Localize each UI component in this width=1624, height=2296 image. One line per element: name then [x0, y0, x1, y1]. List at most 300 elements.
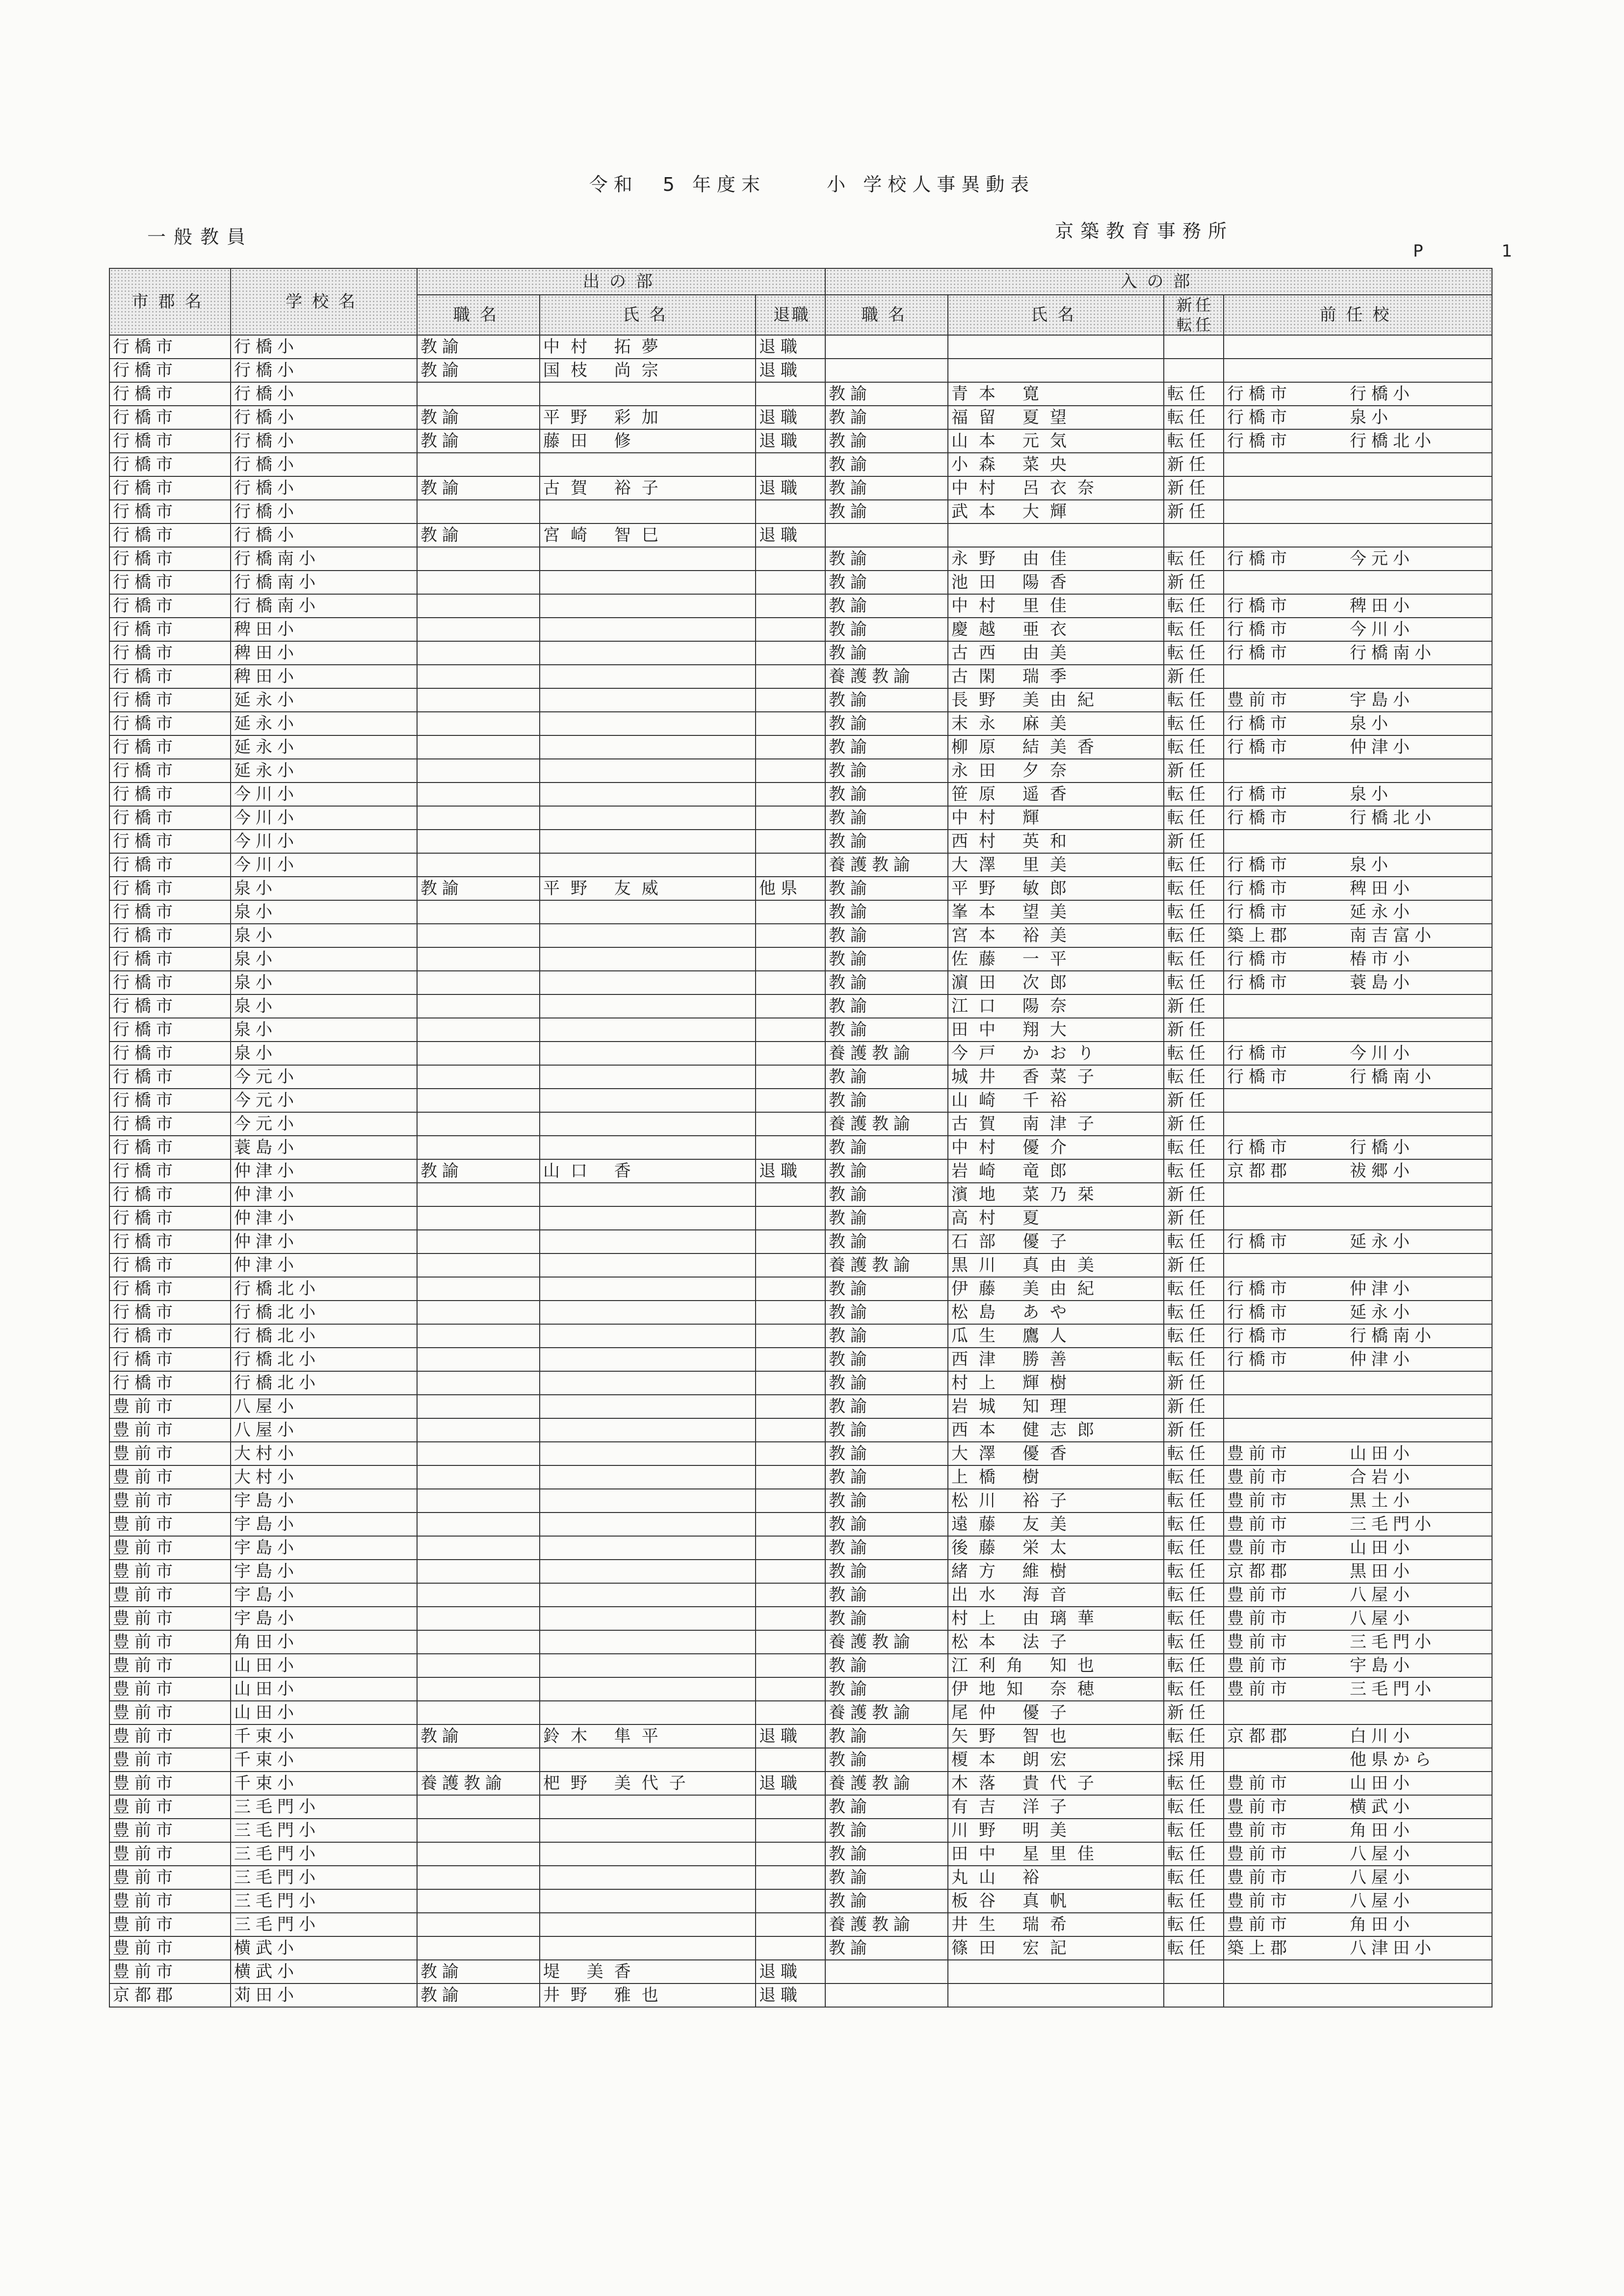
out-name-cell — [540, 712, 756, 735]
prev-district: 豊前市 — [1227, 1774, 1292, 1793]
table-row — [109, 665, 1492, 688]
in-post-cell: 養護教諭 — [825, 1112, 948, 1136]
prev-district: 築上郡 — [1227, 1938, 1292, 1958]
school-cell: 宇島小 — [231, 1513, 417, 1536]
prev-school-cell — [1224, 1654, 1492, 1677]
table-row — [109, 523, 1492, 547]
out-status-cell: 退職 — [756, 476, 825, 500]
in-post-cell: 教諭 — [825, 1442, 948, 1465]
prev-school: 角田小 — [1350, 1821, 1415, 1840]
in-type-cell: 新任 — [1164, 1418, 1224, 1442]
prev-school-cell — [1224, 1748, 1492, 1772]
prev-school-cell — [1224, 1230, 1492, 1253]
in-type-cell: 転任 — [1164, 1277, 1224, 1301]
in-type-cell: 転任 — [1164, 1607, 1224, 1630]
in-post-cell: 教諭 — [825, 406, 948, 429]
prev-school-cell — [1224, 641, 1492, 665]
out-name-cell: 鈴木 隼平 — [540, 1724, 756, 1748]
prev-school: 山田小 — [1350, 1538, 1415, 1558]
out-status-cell — [756, 1089, 825, 1112]
school-cell: 稗田小 — [231, 641, 417, 665]
out-status-cell — [756, 618, 825, 641]
table-row — [109, 1159, 1492, 1183]
out-name-cell: 平野 友威 — [540, 877, 756, 900]
school-cell: 泉小 — [231, 877, 417, 900]
table-header — [109, 268, 1492, 335]
header-out-retire: 退職 — [756, 295, 825, 335]
table-row — [109, 1489, 1492, 1513]
school-cell: 泉小 — [231, 900, 417, 924]
out-post-cell — [417, 594, 540, 618]
in-type-cell: 新任 — [1164, 476, 1224, 500]
in-type-cell — [1164, 1983, 1224, 2007]
prev-school-cell — [1224, 500, 1492, 523]
in-post-cell: 教諭 — [825, 1889, 948, 1913]
prev-school: 合岩小 — [1350, 1467, 1415, 1487]
prev-district: 行橋市 — [1227, 596, 1292, 616]
out-status-cell: 退職 — [756, 429, 825, 453]
in-post-cell: 教諭 — [825, 712, 948, 735]
out-post-cell — [417, 618, 540, 641]
district-cell: 豊前市 — [109, 1960, 231, 1983]
in-type-cell: 転任 — [1164, 1654, 1224, 1677]
district-cell: 京都郡 — [109, 1983, 231, 2007]
in-type-cell: 転任 — [1164, 1560, 1224, 1583]
prev-school: 他県から — [1350, 1750, 1437, 1770]
out-status-cell — [756, 1866, 825, 1889]
school-cell: 今元小 — [231, 1089, 417, 1112]
school-cell: 大村小 — [231, 1442, 417, 1465]
prev-district: 京都郡 — [1227, 1161, 1292, 1181]
out-name-cell — [540, 759, 756, 783]
out-post-cell — [417, 547, 540, 571]
prev-district: 豊前市 — [1227, 1821, 1292, 1840]
out-post-cell: 教諭 — [417, 1983, 540, 2007]
table-row — [109, 759, 1492, 783]
out-name-cell — [540, 1277, 756, 1301]
prev-school: 南吉富小 — [1350, 926, 1437, 945]
out-status-cell: 退職 — [756, 335, 825, 359]
in-post-cell: 教諭 — [825, 783, 948, 806]
in-type-cell: 新任 — [1164, 759, 1224, 783]
prev-school-cell — [1224, 1489, 1492, 1513]
in-type-cell: 転任 — [1164, 406, 1224, 429]
district-cell: 行橋市 — [109, 1324, 231, 1348]
table-row — [109, 1560, 1492, 1583]
table-row — [109, 1630, 1492, 1654]
out-name-cell — [540, 1206, 756, 1230]
in-type-cell: 転任 — [1164, 382, 1224, 406]
out-post-cell — [417, 1936, 540, 1960]
in-post-cell: 教諭 — [825, 1866, 948, 1889]
prev-district: 行橋市 — [1227, 643, 1292, 663]
in-post-cell — [825, 523, 948, 547]
prev-school: 祓郷小 — [1350, 1161, 1415, 1181]
table-row — [109, 735, 1492, 759]
school-cell: 千束小 — [231, 1772, 417, 1795]
prev-school: 山田小 — [1350, 1774, 1415, 1793]
school-cell: 宇島小 — [231, 1560, 417, 1583]
in-post-cell: 教諭 — [825, 1089, 948, 1112]
district-cell: 行橋市 — [109, 1371, 231, 1395]
out-name-cell — [540, 1889, 756, 1913]
district-cell: 行橋市 — [109, 571, 231, 594]
out-status-cell — [756, 712, 825, 735]
district-cell: 行橋市 — [109, 994, 231, 1018]
out-post-cell: 教諭 — [417, 406, 540, 429]
school-cell: 行橋小 — [231, 429, 417, 453]
prev-school-cell — [1224, 1607, 1492, 1630]
prev-school-cell — [1224, 947, 1492, 971]
out-post-cell: 教諭 — [417, 523, 540, 547]
in-type-cell: 転任 — [1164, 900, 1224, 924]
school-cell: 泉小 — [231, 1042, 417, 1065]
in-name-cell: 緒方 維樹 — [948, 1560, 1164, 1583]
school-cell: 宇島小 — [231, 1607, 417, 1630]
district-cell: 豊前市 — [109, 1724, 231, 1748]
prev-school: 八屋小 — [1350, 1609, 1415, 1628]
table-row — [109, 571, 1492, 594]
prev-school: 延永小 — [1350, 902, 1415, 922]
in-name-cell: 川野 明美 — [948, 1819, 1164, 1842]
prev-school: 泉小 — [1350, 408, 1393, 427]
table-row — [109, 830, 1492, 853]
out-status-cell — [756, 1630, 825, 1654]
school-cell: 行橋小 — [231, 476, 417, 500]
prev-school-cell — [1224, 335, 1492, 359]
in-type-cell: 新任 — [1164, 500, 1224, 523]
in-name-cell: 江口 陽奈 — [948, 994, 1164, 1018]
in-post-cell: 教諭 — [825, 1489, 948, 1513]
out-post-cell — [417, 783, 540, 806]
out-status-cell: 退職 — [756, 1960, 825, 1983]
in-post-cell: 教諭 — [825, 1418, 948, 1442]
table-row — [109, 924, 1492, 947]
in-post-cell: 教諭 — [825, 900, 948, 924]
district-cell: 行橋市 — [109, 453, 231, 476]
prev-school-cell — [1224, 406, 1492, 429]
out-status-cell — [756, 1536, 825, 1560]
in-post-cell: 教諭 — [825, 1371, 948, 1395]
out-status-cell — [756, 783, 825, 806]
in-name-cell — [948, 1960, 1164, 1983]
in-type-cell: 転任 — [1164, 1489, 1224, 1513]
out-post-cell — [417, 382, 540, 406]
out-post-cell — [417, 1654, 540, 1677]
out-status-cell: 退職 — [756, 1772, 825, 1795]
in-type-cell: 転任 — [1164, 1913, 1224, 1936]
prev-school: 三毛門小 — [1350, 1679, 1437, 1699]
out-name-cell — [540, 1371, 756, 1395]
prev-school: 延永小 — [1350, 1303, 1415, 1322]
in-post-cell: 教諭 — [825, 1136, 948, 1159]
out-post-cell — [417, 853, 540, 877]
out-post-cell — [417, 830, 540, 853]
district-cell: 豊前市 — [109, 1654, 231, 1677]
out-name-cell — [540, 1183, 756, 1206]
out-status-cell — [756, 382, 825, 406]
in-post-cell: 教諭 — [825, 571, 948, 594]
out-status-cell — [756, 1277, 825, 1301]
prev-district: 行橋市 — [1227, 620, 1292, 639]
school-cell: 横武小 — [231, 1960, 417, 1983]
page-number-value: 1 — [1501, 241, 1518, 261]
in-name-cell: 柳原 結美香 — [948, 735, 1164, 759]
district-cell: 豊前市 — [109, 1772, 231, 1795]
school-cell: 角田小 — [231, 1630, 417, 1654]
district-cell: 豊前市 — [109, 1866, 231, 1889]
office-name: 京築教育事務所 — [1055, 220, 1234, 242]
in-post-cell: 教諭 — [825, 1819, 948, 1842]
school-cell: 行橋北小 — [231, 1277, 417, 1301]
district-cell: 豊前市 — [109, 1418, 231, 1442]
out-post-cell — [417, 1253, 540, 1277]
out-name-cell — [540, 594, 756, 618]
out-post-cell — [417, 1183, 540, 1206]
in-type-cell: 転任 — [1164, 1230, 1224, 1253]
out-status-cell — [756, 1748, 825, 1772]
district-cell: 行橋市 — [109, 1277, 231, 1301]
district-cell: 行橋市 — [109, 688, 231, 712]
school-cell: 行橋北小 — [231, 1301, 417, 1324]
out-name-cell — [540, 1065, 756, 1089]
out-name-cell: 古賀 裕子 — [540, 476, 756, 500]
table-row — [109, 1748, 1492, 1772]
prev-school: 白川小 — [1350, 1726, 1415, 1746]
prev-school-cell — [1224, 1513, 1492, 1536]
school-cell: 蓑島小 — [231, 1136, 417, 1159]
header-out-name: 氏名 — [540, 295, 756, 335]
out-post-cell — [417, 1301, 540, 1324]
in-type-cell: 転任 — [1164, 1795, 1224, 1819]
in-type-cell: 転任 — [1164, 947, 1224, 971]
prev-district: 行橋市 — [1227, 431, 1292, 451]
table-row — [109, 1842, 1492, 1866]
prev-school-cell — [1224, 1677, 1492, 1701]
prev-district: 豊前市 — [1227, 1915, 1292, 1934]
out-status-cell — [756, 500, 825, 523]
out-name-cell — [540, 1654, 756, 1677]
prev-district: 豊前市 — [1227, 1891, 1292, 1911]
prev-district: 行橋市 — [1227, 1303, 1292, 1322]
out-status-cell — [756, 1230, 825, 1253]
in-name-cell: 中村 輝 — [948, 806, 1164, 830]
table-row — [109, 1677, 1492, 1701]
out-status-cell: 退職 — [756, 406, 825, 429]
out-name-cell — [540, 547, 756, 571]
out-name-cell — [540, 1513, 756, 1536]
school-cell: 今川小 — [231, 853, 417, 877]
out-post-cell — [417, 641, 540, 665]
in-type-cell: 転任 — [1164, 853, 1224, 877]
out-status-cell — [756, 1677, 825, 1701]
in-type-cell: 新任 — [1164, 1253, 1224, 1277]
in-name-cell: 古西 由美 — [948, 641, 1164, 665]
out-name-cell — [540, 1560, 756, 1583]
out-name-cell — [540, 1018, 756, 1042]
prev-school-cell — [1224, 429, 1492, 453]
out-name-cell — [540, 735, 756, 759]
prev-school: 行橋北小 — [1350, 431, 1437, 451]
district-cell: 行橋市 — [109, 547, 231, 571]
school-cell: 千束小 — [231, 1724, 417, 1748]
in-type-cell: 転任 — [1164, 971, 1224, 994]
in-name-cell: 丸山 裕 — [948, 1866, 1164, 1889]
district-cell: 行橋市 — [109, 406, 231, 429]
prev-school-cell — [1224, 453, 1492, 476]
in-type-cell: 転任 — [1164, 594, 1224, 618]
prev-school: 仲津小 — [1350, 1350, 1415, 1369]
out-name-cell — [540, 1324, 756, 1348]
district-cell: 豊前市 — [109, 1607, 231, 1630]
out-post-cell — [417, 1889, 540, 1913]
out-name-cell — [540, 994, 756, 1018]
out-status-cell — [756, 1795, 825, 1819]
in-name-cell: 濱地 菜乃栞 — [948, 1183, 1164, 1206]
out-status-cell — [756, 1560, 825, 1583]
in-post-cell: 教諭 — [825, 1936, 948, 1960]
in-type-cell: 新任 — [1164, 571, 1224, 594]
in-post-cell: 教諭 — [825, 759, 948, 783]
prev-school-cell — [1224, 1583, 1492, 1607]
district-cell: 豊前市 — [109, 1630, 231, 1654]
district-cell: 行橋市 — [109, 1065, 231, 1089]
out-post-cell — [417, 1418, 540, 1442]
prev-district: 豊前市 — [1227, 1632, 1292, 1652]
prev-district: 豊前市 — [1227, 1797, 1292, 1817]
in-post-cell: 養護教諭 — [825, 665, 948, 688]
out-name-cell — [540, 1677, 756, 1701]
out-name-cell — [540, 924, 756, 947]
district-cell: 行橋市 — [109, 618, 231, 641]
in-name-cell: 青本 寛 — [948, 382, 1164, 406]
prev-school-cell — [1224, 1136, 1492, 1159]
prev-school: 行橋南小 — [1350, 1326, 1437, 1346]
school-cell: 横武小 — [231, 1936, 417, 1960]
in-post-cell: 教諭 — [825, 1301, 948, 1324]
out-status-cell — [756, 1206, 825, 1230]
in-name-cell: 板谷 真帆 — [948, 1889, 1164, 1913]
prev-school-cell — [1224, 1701, 1492, 1724]
out-name-cell — [540, 1936, 756, 1960]
school-cell: 行橋南小 — [231, 547, 417, 571]
in-name-cell: 中村 呂衣奈 — [948, 476, 1164, 500]
out-post-cell — [417, 1277, 540, 1301]
table-row — [109, 1301, 1492, 1324]
out-name-cell — [540, 1866, 756, 1889]
prev-district: 行橋市 — [1227, 902, 1292, 922]
in-name-cell: 大澤 優香 — [948, 1442, 1164, 1465]
school-cell: 大村小 — [231, 1465, 417, 1489]
prev-school-cell — [1224, 382, 1492, 406]
prev-school: 八屋小 — [1350, 1891, 1415, 1911]
in-name-cell: 佐藤 一平 — [948, 947, 1164, 971]
in-name-cell: 武本 大輝 — [948, 500, 1164, 523]
out-post-cell: 教諭 — [417, 476, 540, 500]
out-status-cell — [756, 1418, 825, 1442]
in-name-cell — [948, 335, 1164, 359]
prev-district: 京都郡 — [1227, 1562, 1292, 1581]
prev-school: 稗田小 — [1350, 879, 1415, 898]
out-name-cell — [540, 618, 756, 641]
header-district: 市郡名 — [109, 268, 231, 335]
school-cell: 今川小 — [231, 806, 417, 830]
prev-school-cell — [1224, 1983, 1492, 2007]
table-row — [109, 1136, 1492, 1159]
out-name-cell — [540, 1748, 756, 1772]
district-cell: 行橋市 — [109, 500, 231, 523]
district-cell: 豊前市 — [109, 1560, 231, 1583]
prev-district: 行橋市 — [1227, 808, 1292, 828]
out-status-cell: 他県 — [756, 877, 825, 900]
out-name-cell: 中村 拓夢 — [540, 335, 756, 359]
in-type-cell: 転任 — [1164, 1936, 1224, 1960]
in-post-cell: 養護教諭 — [825, 1253, 948, 1277]
prev-school: 泉小 — [1350, 784, 1393, 804]
out-status-cell: 退職 — [756, 1724, 825, 1748]
district-cell: 行橋市 — [109, 1136, 231, 1159]
in-post-cell — [825, 359, 948, 382]
out-post-cell — [417, 712, 540, 735]
prev-school-cell — [1224, 994, 1492, 1018]
prev-school-cell — [1224, 1018, 1492, 1042]
prev-school-cell — [1224, 359, 1492, 382]
out-status-cell: 退職 — [756, 1159, 825, 1183]
in-name-cell: 岩崎 竜郎 — [948, 1159, 1164, 1183]
in-type-cell: 新任 — [1164, 830, 1224, 853]
table-row — [109, 1277, 1492, 1301]
header-out-section: 出の部 — [417, 268, 825, 295]
in-post-cell — [825, 335, 948, 359]
prev-school-cell — [1224, 688, 1492, 712]
in-post-cell: 教諭 — [825, 1348, 948, 1371]
in-type-cell: 転任 — [1164, 1065, 1224, 1089]
in-post-cell: 教諭 — [825, 1324, 948, 1348]
in-type-cell: 採用 — [1164, 1748, 1224, 1772]
in-post-cell: 教諭 — [825, 547, 948, 571]
page-number — [1413, 241, 1517, 261]
district-cell: 行橋市 — [109, 335, 231, 359]
in-name-cell: 永田 夕奈 — [948, 759, 1164, 783]
page-label: P — [1413, 241, 1428, 261]
prev-school: 仲津小 — [1350, 737, 1415, 757]
in-name-cell: 西本 健志郎 — [948, 1418, 1164, 1442]
in-type-cell: 転任 — [1164, 783, 1224, 806]
in-name-cell: 古閑 瑞季 — [948, 665, 1164, 688]
out-status-cell — [756, 1018, 825, 1042]
in-type-cell: 転任 — [1164, 688, 1224, 712]
out-name-cell — [540, 1301, 756, 1324]
prev-school-cell — [1224, 1395, 1492, 1418]
in-name-cell: 濵田 次郎 — [948, 971, 1164, 994]
table-row — [109, 1018, 1492, 1042]
prev-school-cell — [1224, 1183, 1492, 1206]
prev-school-cell — [1224, 877, 1492, 900]
out-name-cell: 杷野 美代子 — [540, 1772, 756, 1795]
in-post-cell: 教諭 — [825, 1607, 948, 1630]
in-type-cell: 転任 — [1164, 1772, 1224, 1795]
header-in-section: 入の部 — [825, 268, 1492, 295]
out-name-cell — [540, 947, 756, 971]
prev-school-cell — [1224, 783, 1492, 806]
out-post-cell — [417, 1348, 540, 1371]
in-type-cell — [1164, 359, 1224, 382]
header-out-post: 職名 — [417, 295, 540, 335]
out-status-cell — [756, 1348, 825, 1371]
in-name-cell: 田中 翔大 — [948, 1018, 1164, 1042]
prev-district: 行橋市 — [1227, 737, 1292, 757]
out-name-cell — [540, 1253, 756, 1277]
